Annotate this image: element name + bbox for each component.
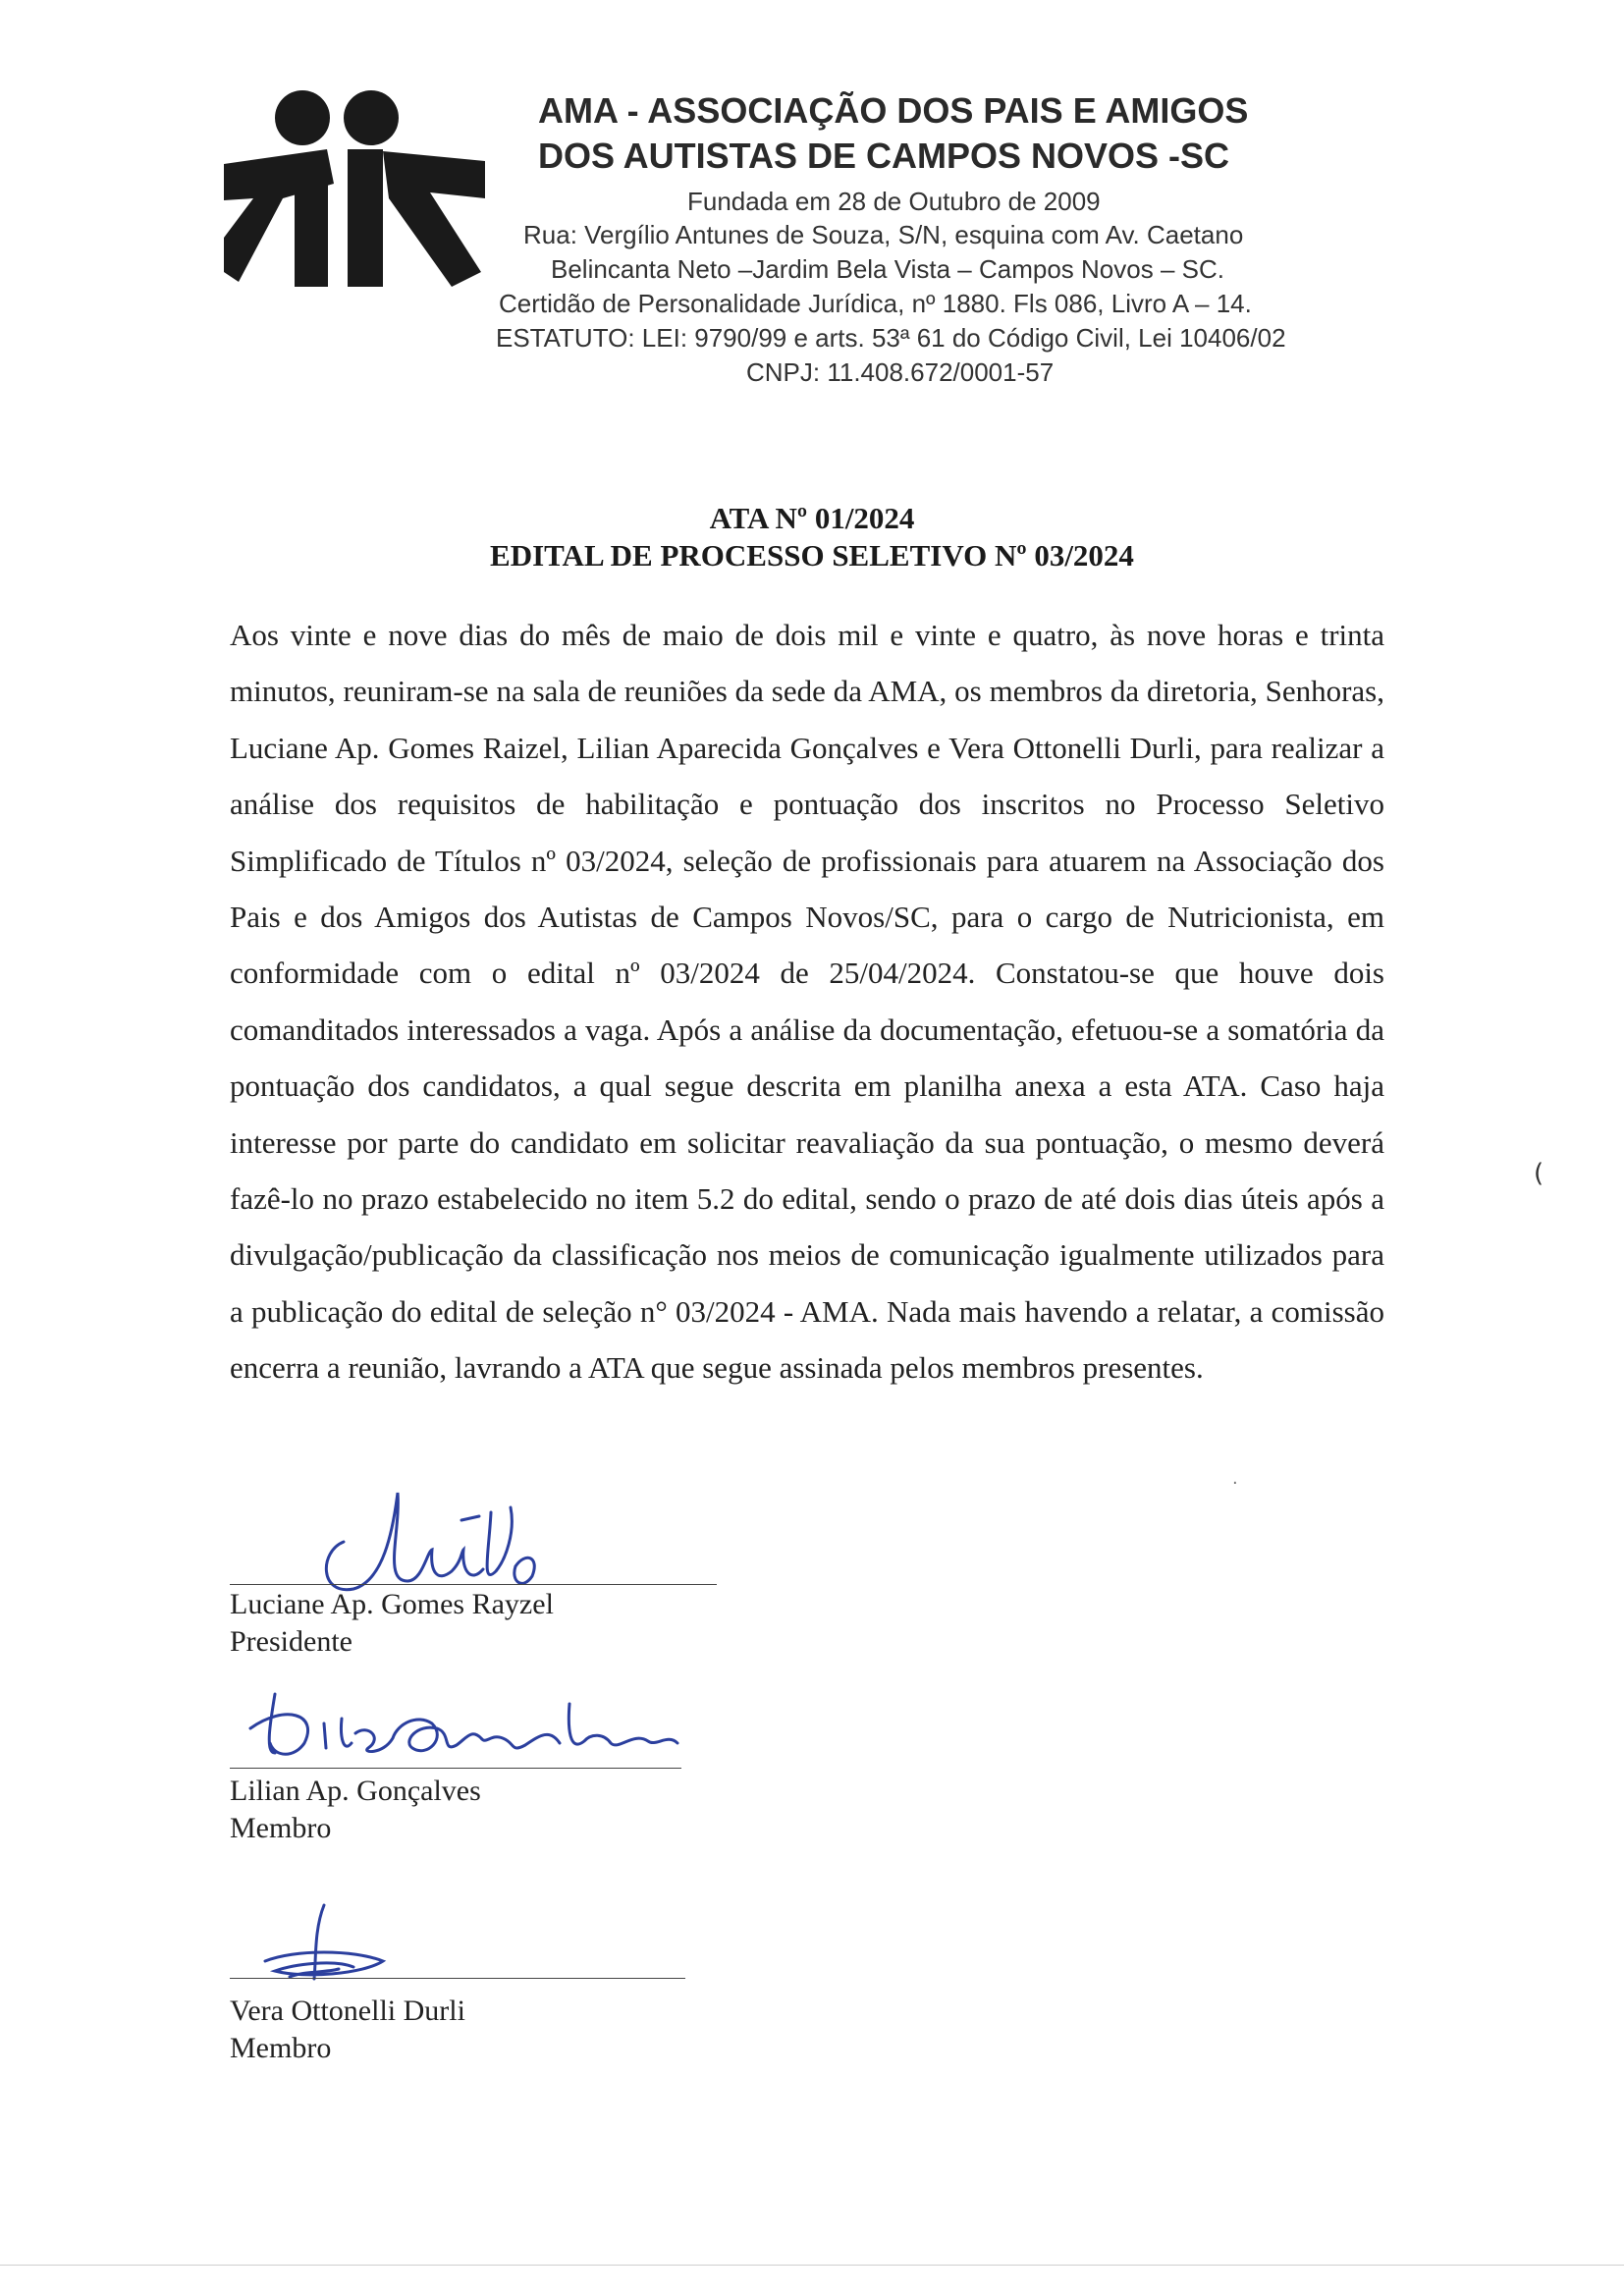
- signature-line: [230, 1768, 681, 1769]
- document-title: ATA Nº 01/2024: [709, 501, 915, 535]
- org-name-line2: DOS AUTISTAS DE CAMPOS NOVOS -SC: [538, 136, 1230, 176]
- org-name-line1: AMA - ASSOCIAÇÃO DOS PAIS E AMIGOS: [538, 90, 1249, 131]
- signature-line: [230, 1584, 717, 1585]
- people-logo-icon: [224, 90, 485, 287]
- minutes-body: Aos vinte e nove dias do mês de maio de dois mil e vinte e quatro, às nove horas e trinta minutos, reuniram-se na sala de reuniões da sede da AMA, os membros da diretoria, Senhoras, Luciane Ap. Gomes Raizel, Lilian Aparecida Gonçalves e Vera Ottonelli Durli, para realizar a análise dos requisitos de habilitação e pontuação dos inscritos no Processo Seletivo Simplificado de Títulos nº 03/2024, seleção de profissionais para atuarem na Associação dos Pais e dos Amigos dos Autistas de Campos Novos/SC, para o cargo de Nutricionista, em conformidade com o edital nº 03/2024 de 25/04/2024. Constatou-se que houve dois comanditados interessados a vaga. Após a análise da documentação, efetuou-se a somatória da pontuação dos candidatos, a qual segue descrita em planilha anexa a esta ATA. Caso haja interesse por parte do candidato em solicitar reavaliação da sua pontuação, o mesmo deverá fazê-lo no prazo estabelecido no item 5.2 do edital, sendo o prazo de até dois dias úteis após a divulgação/publicação da classificação nos meios de comunicação igualmente utilizados para a publicação do edital de seleção n° 03/2024 - AMA. Nada mais havendo a relatar, a comissão encerra a reunião, lavrando a ATA que segue assinada pelos membros presentes.: [230, 618, 1384, 1386]
- statute-reference: ESTATUTO: LEI: 9790/99 e arts. 53ª 61 do Código Civil, Lei 10406/02: [496, 323, 1286, 353]
- address-line-2: Belincanta Neto –Jardim Bela Vista – Campos Novos – SC.: [551, 254, 1224, 284]
- signature-line: [230, 1978, 685, 1979]
- document-subtitle: EDITAL DE PROCESSO SELETIVO Nº 03/2024: [490, 538, 1134, 573]
- founded-date: Fundada em 28 de Outubro de 2009: [687, 187, 1101, 216]
- signature-vera: [245, 1900, 412, 1989]
- scan-mark: ·: [1232, 1473, 1238, 1494]
- signer-role: Presidente: [230, 1625, 352, 1658]
- signature-luciane: [314, 1473, 550, 1601]
- signer-name: Luciane Ap. Gomes Rayzel: [230, 1588, 554, 1620]
- address-line-1: Rua: Vergílio Antunes de Souza, S/N, esquina com Av. Caetano: [523, 220, 1244, 249]
- cnpj: CNPJ: 11.408.672/0001-57: [746, 357, 1055, 387]
- signer-role: Membro: [230, 1812, 332, 1844]
- scan-mark: (: [1534, 1159, 1544, 1188]
- organization-name: [538, 88, 1314, 179]
- scan-edge: [0, 2265, 1624, 2266]
- signature-lilian: [245, 1684, 697, 1773]
- signer-name: Lilian Ap. Gonçalves: [230, 1775, 481, 1807]
- legal-certificate: Certidão de Personalidade Jurídica, nº 1880. Fls 086, Livro A – 14.: [499, 289, 1252, 318]
- signer-role: Membro: [230, 2032, 332, 2064]
- signer-name: Vera Ottonelli Durli: [230, 1995, 465, 2027]
